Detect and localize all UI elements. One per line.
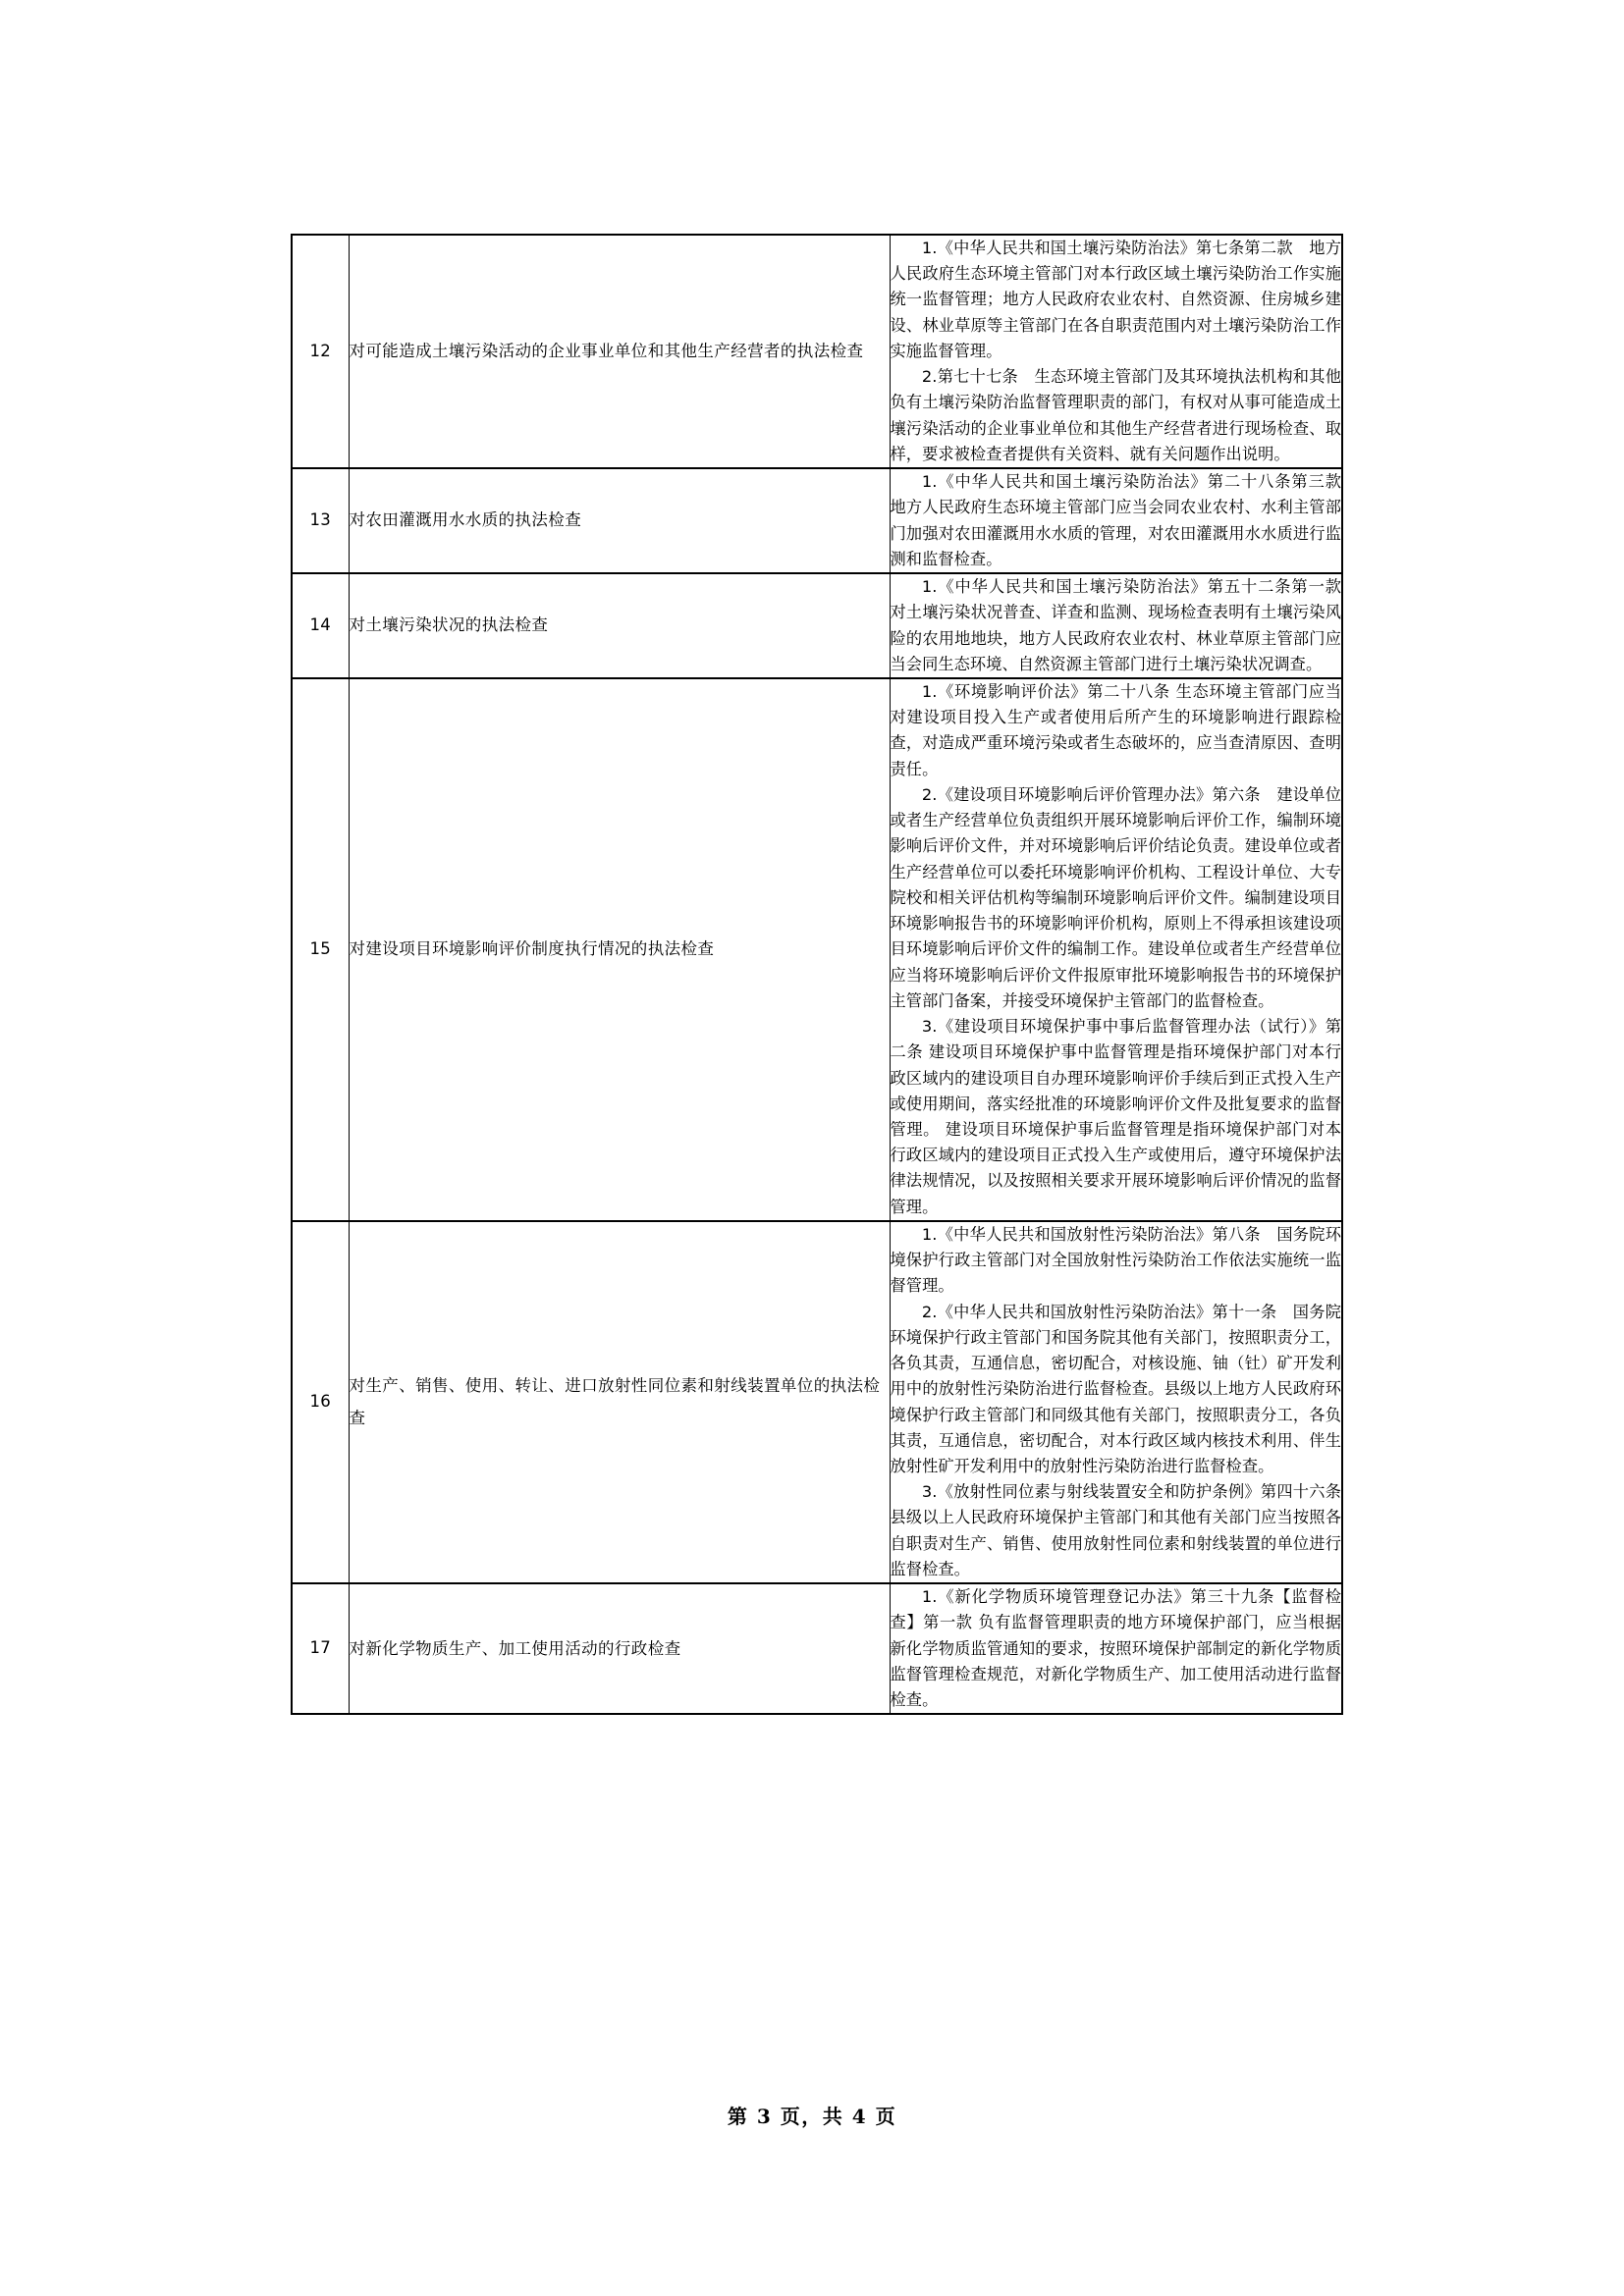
table-row	[292, 678, 1342, 1221]
table-row	[292, 573, 1342, 678]
inspection-basis-cell	[890, 678, 1342, 1221]
inspection-items-table	[291, 234, 1358, 1715]
table-row	[292, 235, 1342, 468]
basis-paragraph: 1.《中华人民共和国土壤污染防治法》第五十二条第一款 对土壤污染状况普查、详查和监测、现场检查表明有土壤污染风险的农用地地块，地方人民政府农业农村、林业草原主管部门应当会同生态环境、自然资源主管部门进行土壤污染状况调查。	[890, 577, 1358, 673]
inspection-item-cell: 对建设项目环境影响评价制度执行情况的执法检查	[349, 678, 890, 1221]
inspection-item-cell: 对生产、销售、使用、转让、进口放射性同位素和射线装置单位的执法检查	[349, 1221, 890, 1583]
row-number-cell: 14	[292, 573, 349, 678]
inspection-basis-cell	[890, 468, 1358, 573]
inspection-item-cell: 对土壤污染状况的执法检查	[349, 573, 890, 678]
basis-paragraph: 2.《中华人民共和国放射性污染防治法》第十一条 国务院环境保护行政主管部门和国务院其他有关部门，按照职责分工，各负其责，互通信息，密切配合，对核设施、铀（钍）矿开发利用中的放射性污染防治进行监督检查。县级以上地方人民政府环境保护行政主管部门和同级其他有关部门，按照职责分工，各负其责，互通信息，密切配合，对本行政区域内核技术利用、伴生放射性矿开发利用中的放射性污染防治进行监督检查。	[890, 1302, 1341, 1476]
basis-paragraph: 1.《环境影响评价法》第二十八条 生态环境主管部门应当对建设项目投入生产或者使用后所产生的环境影响进行跟踪检查，对造成严重环境污染或者生态破坏的，应当查清原因、查明责任。	[890, 681, 1341, 778]
basis-paragraph: 1.《新化学物质环境管理登记办法》第三十九条【监督检查】第一款 负有监督管理职责的地方环境保护部门，应当根据新化学物质监管通知的要求，按照环境保护部制定的新化学物质监督管理检查规范，对新化学物质生产、加工使用活动进行监督检查。	[890, 1587, 1341, 1710]
page-footer: 第 3 页，共 4 页	[727, 2105, 897, 2128]
basis-paragraph: 2.《建设项目环境影响后评价管理办法》第六条 建设单位或者生产经营单位负责组织开展环境影响后评价工作，编制环境影响后评价文件，并对环境影响后评价结论负责。建设单位或者生产经营单位可以委托环境影响评价机构、工程设计单位、大专院校和相关评估机构等编制环境影响后评价文件。编制建设项目环境影响报告书的环境影响评价机构，原则上不得承担该建设项目环境影响后评价文件的编制工作。建设单位或者生产经营单位应当将环境影响后评价文件报原审批环境影响报告书的环境保护主管部门备案，并接受环境保护主管部门的监督检查。	[890, 784, 1341, 1010]
inspection-basis-cell	[890, 1221, 1342, 1583]
table-row	[292, 1583, 1342, 1714]
basis-paragraph: 1.《中华人民共和国土壤污染防治法》第七条第二款 地方人民政府生态环境主管部门对本行政区域土壤污染防治工作实施统一监督管理；地方人民政府农业农村、自然资源、住房城乡建设、林业草原等主管部门在各自职责范围内对土壤污染防治工作实施监督管理。	[890, 239, 1341, 360]
basis-paragraph: 3.《建设项目环境保护事中事后监督管理办法（试行）》第二条 建设项目环境保护事中监督管理是指环境保护部门对本行政区域内的建设项目自办理环境影响评价手续后到正式投入生产或使用期间，落实经批准的环境影响评价文件及批复要求的监督管理。 建设项目环境保护事后监督管理是指环境保护部门对本行政区域内的建设项目正式投入生产或使用后，遵守环境保护法律法规情况，以及按照相关要求开展环境影响后评价情况的监督管理。	[890, 1017, 1341, 1216]
table-row	[292, 1221, 1342, 1583]
table-row	[292, 468, 1342, 573]
row-number-cell: 13	[292, 468, 349, 573]
row-number-cell: 12	[292, 235, 349, 468]
row-number-cell: 15	[292, 678, 349, 1221]
basis-paragraph: 3.《放射性同位素与射线装置安全和防护条例》第四十六条县级以上人民政府环境保护主管部门和其他有关部门应当按照各自职责对生产、销售、使用放射性同位素和射线装置的单位进行监督检查。	[890, 1482, 1341, 1578]
inspection-item-cell: 对农田灌溉用水水质的执法检查	[349, 468, 890, 573]
inspection-item-cell: 对可能造成土壤污染活动的企业事业单位和其他生产经营者的执法检查	[349, 235, 890, 468]
basis-paragraph: 1.《中华人民共和国放射性污染防治法》第八条 国务院环境保护行政主管部门对全国放射性污染防治工作依法实施统一监督管理。	[890, 1224, 1341, 1296]
row-number-cell: 17	[292, 1583, 349, 1714]
inspection-basis-cell	[890, 573, 1358, 678]
inspection-item-cell: 对新化学物质生产、加工使用活动的行政检查	[349, 1583, 890, 1714]
basis-paragraph: 1.《中华人民共和国土壤污染防治法》第二十八条第三款 地方人民政府生态环境主管部门应当会同农业农村、水利主管部门加强对农田灌溉用水水质的管理，对农田灌溉用水水质进行监测和监督检查。	[890, 472, 1358, 568]
basis-paragraph: 2.第七十七条 生态环境主管部门及其环境执法机构和其他负有土壤污染防治监督管理职责的部门，有权对从事可能造成土壤污染活动的企业事业单位和其他生产经营者进行现场检查、取样，要求被检查者提供有关资料、就有关问题作出说明。	[890, 367, 1341, 463]
table-body	[292, 235, 1358, 1714]
inspection-items-table-wrapper	[291, 234, 1358, 1715]
row-number-cell: 16	[292, 1221, 349, 1583]
inspection-basis-cell	[890, 235, 1342, 468]
inspection-basis-cell	[890, 1583, 1342, 1714]
